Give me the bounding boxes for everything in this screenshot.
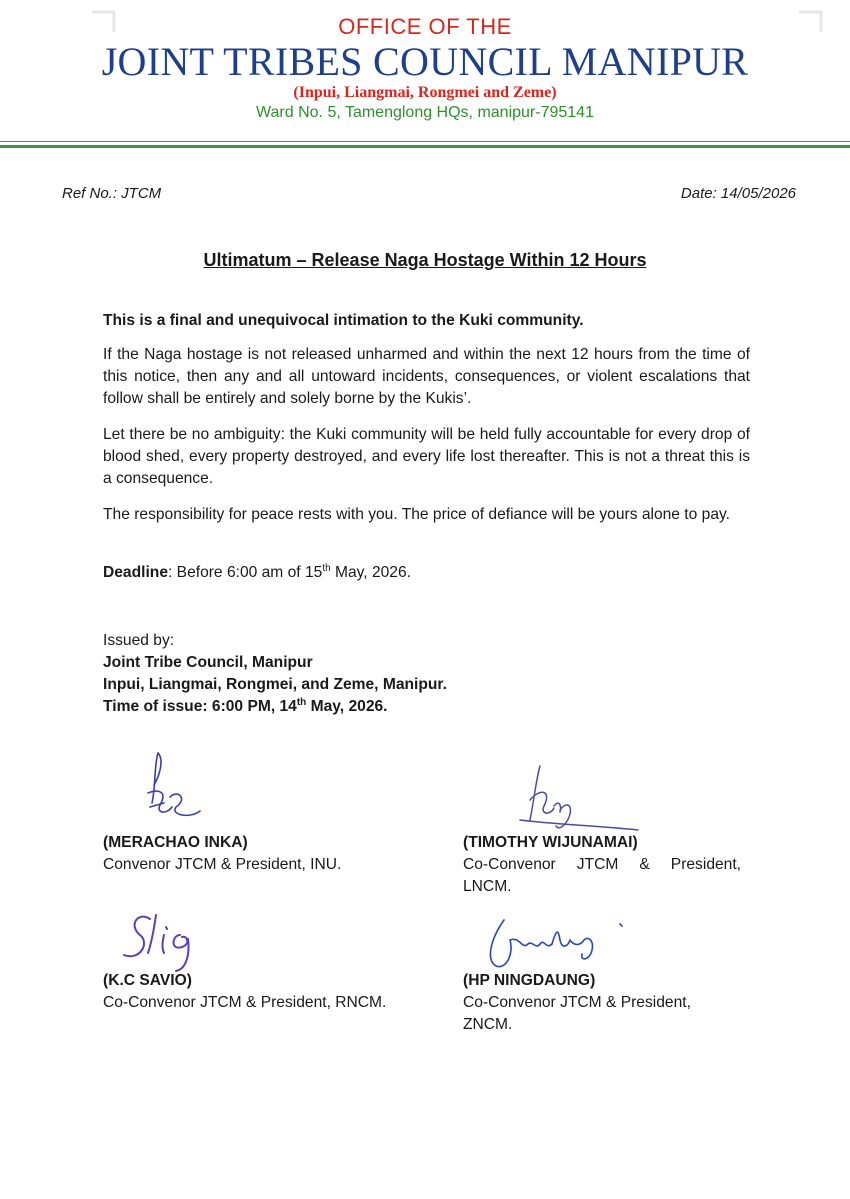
issue-time-text: Time of issue: 6:00 PM, 14 xyxy=(103,698,297,715)
signatory-block xyxy=(103,832,403,876)
letterhead-divider xyxy=(0,145,850,148)
signatory-title: Convenor JTCM & President, INU. xyxy=(103,856,342,873)
issue-time-month: May, 2026. xyxy=(306,698,388,715)
signatory-block xyxy=(463,970,741,1036)
issue-time-ordinal: th xyxy=(296,696,307,708)
issued-by-label: Issued by: xyxy=(103,632,175,649)
signature-timothy-wijunamai xyxy=(500,760,640,840)
signatory-title: Co-Convenor JTCM & President, LNCM. xyxy=(463,856,741,895)
signatory-name: (HP NINGDAUNG) xyxy=(463,972,596,989)
letterhead-tribes: (Inpui, Liangmai, Rongmei and Zeme) xyxy=(293,84,557,101)
signatory-title: Co-Convenor JTCM & President, RNCM. xyxy=(103,994,387,1011)
letterhead-address: Ward No. 5, Tamenglong HQs, manipur-795141 xyxy=(256,104,594,121)
signatory-name: (MERACHAO INKA) xyxy=(103,834,248,851)
deadline-label: Deadline xyxy=(103,564,168,581)
deadline-text: : Before 6:00 am of 15 xyxy=(168,564,323,581)
deadline-line xyxy=(103,562,750,584)
document-date: Date: 14/05/2026 xyxy=(680,185,796,202)
signatory-block xyxy=(103,970,403,1014)
subject-heading: Ultimatum – Release Naga Hostage Within 12 Hours xyxy=(203,250,647,270)
issued-by-block xyxy=(103,630,447,718)
paragraph-accountability: Let there be no ambiguity: the Kuki community will be held fully accountable for every drop of blood shed, every property destroyed, and every life lost thereafter. This is not a threat this is a consequence. xyxy=(103,426,750,487)
letterhead xyxy=(0,0,850,150)
signatory-name: (K.C SAVIO) xyxy=(103,972,192,989)
signature-merachao-inka xyxy=(130,745,220,835)
paragraph-intimation: This is a final and unequivocal intimation to the Kuki community. xyxy=(103,312,584,329)
signatory-name: (TIMOTHY WIJUNAMAI) xyxy=(463,834,638,851)
issuer-org: Joint Tribe Council, Manipur xyxy=(103,654,313,671)
reference-number: Ref No.: JTCM xyxy=(62,185,162,202)
letterhead-council-name: JOINT TRIBES COUNCIL MANIPUR xyxy=(101,39,749,84)
signatory-block xyxy=(463,832,741,898)
deadline-ordinal: th xyxy=(322,562,331,574)
letterhead-divider xyxy=(0,141,850,142)
paragraph-condition: If the Naga hostage is not released unharmed and within the next 12 hours from the time of this notice, then any and all untoward incidents, consequences, or violent escalations that follow shall be entirely and solely borne by the Kukis’. xyxy=(103,346,750,407)
deadline-month: May, 2026. xyxy=(330,564,411,581)
issuer-tribes: Inpui, Liangmai, Rongmei, and Zeme, Manipur. xyxy=(103,676,447,693)
signature-kc-savio xyxy=(110,905,240,975)
letterhead-office-of: OFFICE OF THE xyxy=(338,14,512,39)
signatory-title: Co-Convenor JTCM & President, ZNCM. xyxy=(463,994,691,1033)
issue-time xyxy=(103,696,447,718)
paragraph-responsibility: The responsibility for peace rests with you. The price of defiance will be yours alone to pay. xyxy=(103,506,730,523)
